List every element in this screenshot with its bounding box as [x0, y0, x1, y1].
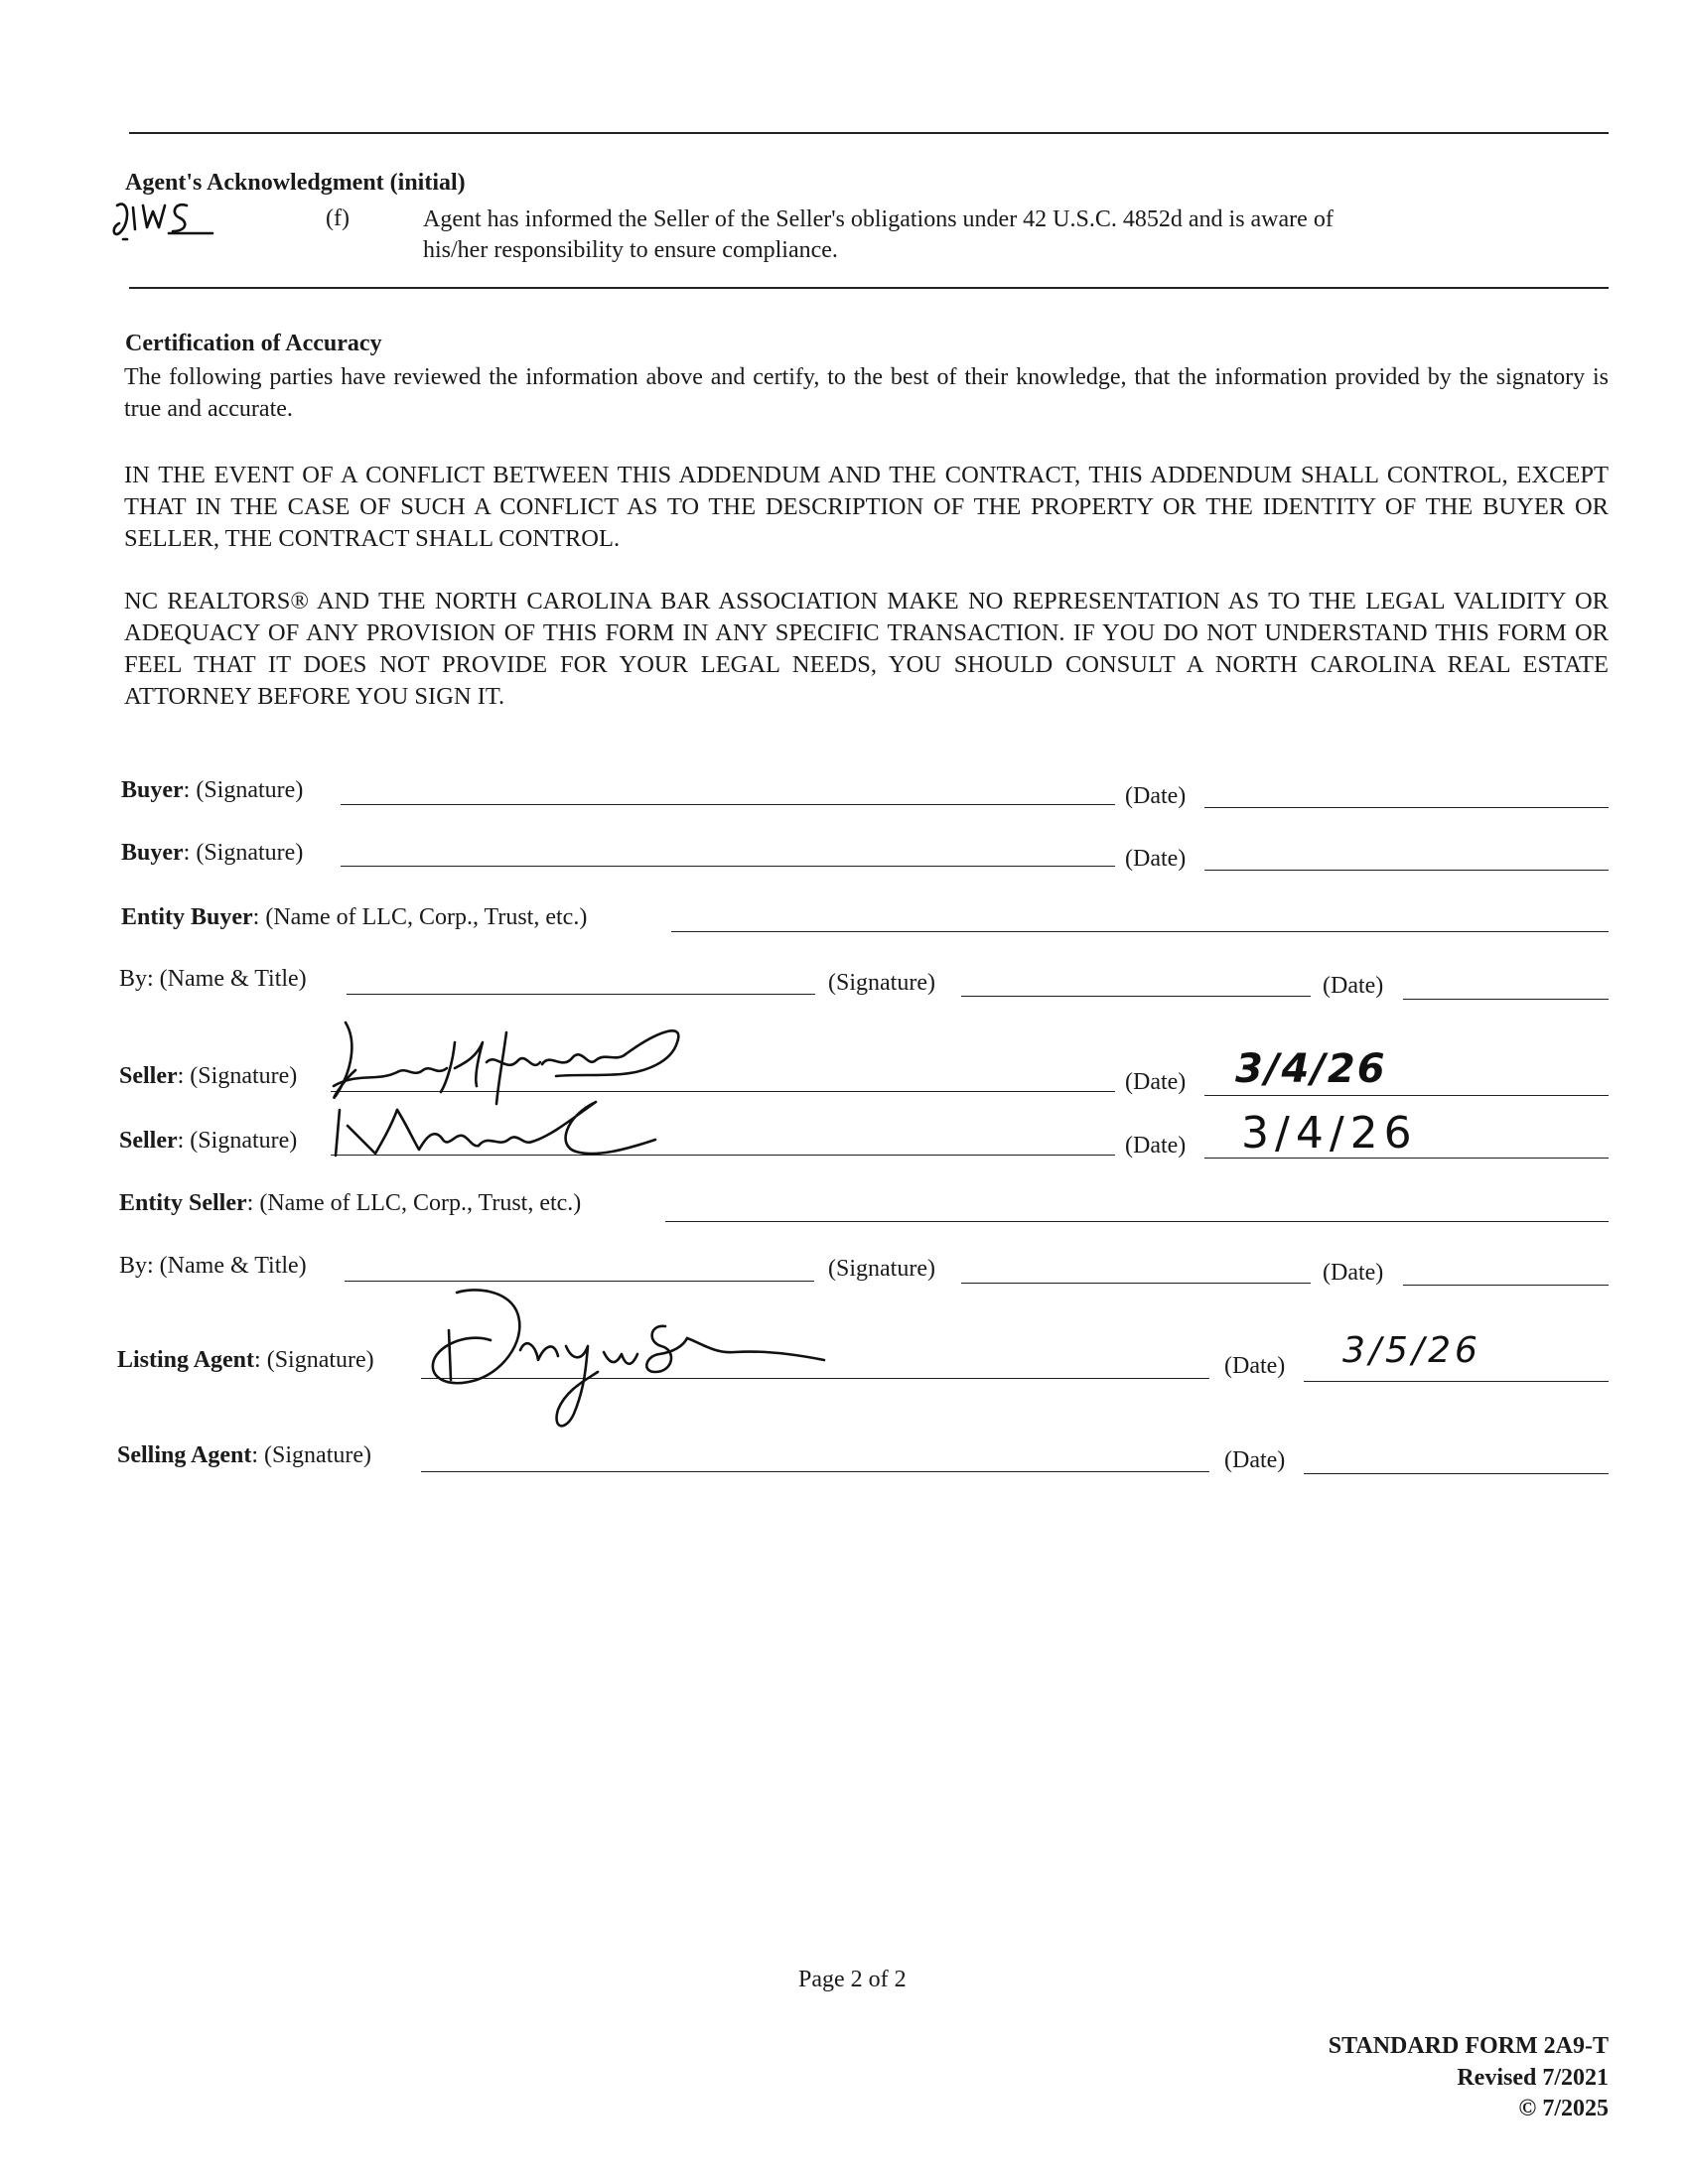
selling-agent-date-line[interactable] — [1304, 1473, 1609, 1474]
listing-agent-date-value: 3/5/26 — [1342, 1330, 1481, 1371]
entity-buyer-label: Entity Buyer: (Name of LLC, Corp., Trust, etc.) — [121, 904, 588, 930]
seller-by-signature-line[interactable] — [961, 1283, 1311, 1284]
listing-agent-date-label: (Date) — [1224, 1353, 1286, 1379]
seller-by-date-label: (Date) — [1323, 1260, 1384, 1286]
top-divider — [129, 132, 1609, 134]
agent-ack-item-line2: his/her responsibility to ensure compliance. — [423, 237, 838, 263]
seller-by-signature-label: (Signature) — [828, 1256, 935, 1282]
conflict-clause: IN THE EVENT OF A CONFLICT BETWEEN THIS ADDENDUM AND THE CONTRACT, THIS ADDENDUM SHALL CONTROL, EXCEPT THAT IN THE CASE OF SUCH A CONFLICT AS TO THE DESCRIPTION OF THE PROPERTY OR THE IDENTITY OF THE BUYER OR SELLER, THE CONTRACT SHALL CONTROL. — [124, 462, 1609, 552]
form-copyright: © 7/2025 — [1518, 2096, 1609, 2121]
seller2-label: Seller: (Signature) — [119, 1128, 298, 1154]
listing-agent-signature — [417, 1281, 834, 1449]
certification-title: Certification of Accuracy — [125, 331, 382, 356]
legal-disclaimer: NC REALTORS® AND THE NORTH CAROLINA BAR ASSOCIATION MAKE NO REPRESENTATION AS TO THE LEGAL VALIDITY OR ADEQUACY OF ANY PROVISION OF THIS FORM IN ANY SPECIFIC TRANSACTION. IF YOU DO NOT UNDERSTAND THIS FORM OR FEEL THAT IT DOES NOT PROVIDE FOR YOUR LEGAL NEEDS, YOU SHOULD CONSULT A NORTH CAROLINA REAL ESTATE ATTORNEY BEFORE YOU SIGN IT. — [124, 588, 1609, 710]
entity-seller-label: Entity Seller: (Name of LLC, Corp., Trust, etc.) — [119, 1190, 582, 1216]
agent-initials — [109, 194, 228, 243]
selling-agent-label: Selling Agent: (Signature) — [117, 1442, 371, 1468]
seller1-date-label: (Date) — [1125, 1069, 1187, 1095]
buyer1-date-line[interactable] — [1204, 807, 1609, 808]
buyer1-signature-line[interactable] — [341, 804, 1115, 805]
buyer-by-date-line[interactable] — [1403, 999, 1609, 1000]
buyer2-signature-line[interactable] — [341, 866, 1115, 867]
seller-by-label: By: (Name & Title) — [119, 1253, 307, 1279]
seller2-signature — [328, 1096, 695, 1165]
seller2-date-label: (Date) — [1125, 1133, 1187, 1159]
seller2-date-value: 3/4/26 — [1241, 1108, 1418, 1159]
entity-buyer-line[interactable] — [671, 931, 1609, 932]
buyer2-date-line[interactable] — [1204, 870, 1609, 871]
agent-ack-item-line1: Agent has informed the Seller of the Seller's obligations under 42 U.S.C. 4852d and is aware of — [423, 206, 1334, 232]
seller1-date-line[interactable] — [1204, 1095, 1609, 1096]
buyer1-label: Buyer: (Signature) — [121, 777, 304, 803]
page-number: Page 2 of 2 — [798, 1967, 907, 1992]
certification-body: The following parties have reviewed the information above and certify, to the best of their knowledge, that the information provided by the signatory is true and accurate. — [124, 364, 1609, 422]
selling-agent-date-label: (Date) — [1224, 1447, 1286, 1473]
buyer-by-label: By: (Name & Title) — [119, 966, 307, 992]
form-name: STANDARD FORM 2A9-T — [1328, 2033, 1609, 2059]
buyer2-date-label: (Date) — [1125, 846, 1187, 872]
buyer-by-signature-line[interactable] — [961, 996, 1311, 997]
agent-ack-title: Agent's Acknowledgment (initial) — [125, 170, 466, 196]
buyer2-label: Buyer: (Signature) — [121, 840, 304, 866]
ack-divider — [129, 287, 1609, 289]
buyer1-date-label: (Date) — [1125, 783, 1187, 809]
seller-by-date-line[interactable] — [1403, 1285, 1609, 1286]
agent-ack-item-letter: (f) — [326, 205, 350, 231]
listing-agent-label: Listing Agent: (Signature) — [117, 1347, 374, 1373]
buyer-by-date-label: (Date) — [1323, 973, 1384, 999]
seller1-label: Seller: (Signature) — [119, 1063, 298, 1089]
selling-agent-signature-line[interactable] — [421, 1471, 1209, 1472]
listing-agent-date-line[interactable] — [1304, 1381, 1609, 1382]
entity-seller-line[interactable] — [665, 1221, 1609, 1222]
seller1-date-value: 3/4/26 — [1235, 1046, 1387, 1092]
buyer-by-signature-label: (Signature) — [828, 970, 935, 996]
form-revised: Revised 7/2021 — [1457, 2065, 1609, 2091]
buyer-by-name-line[interactable] — [347, 994, 815, 995]
